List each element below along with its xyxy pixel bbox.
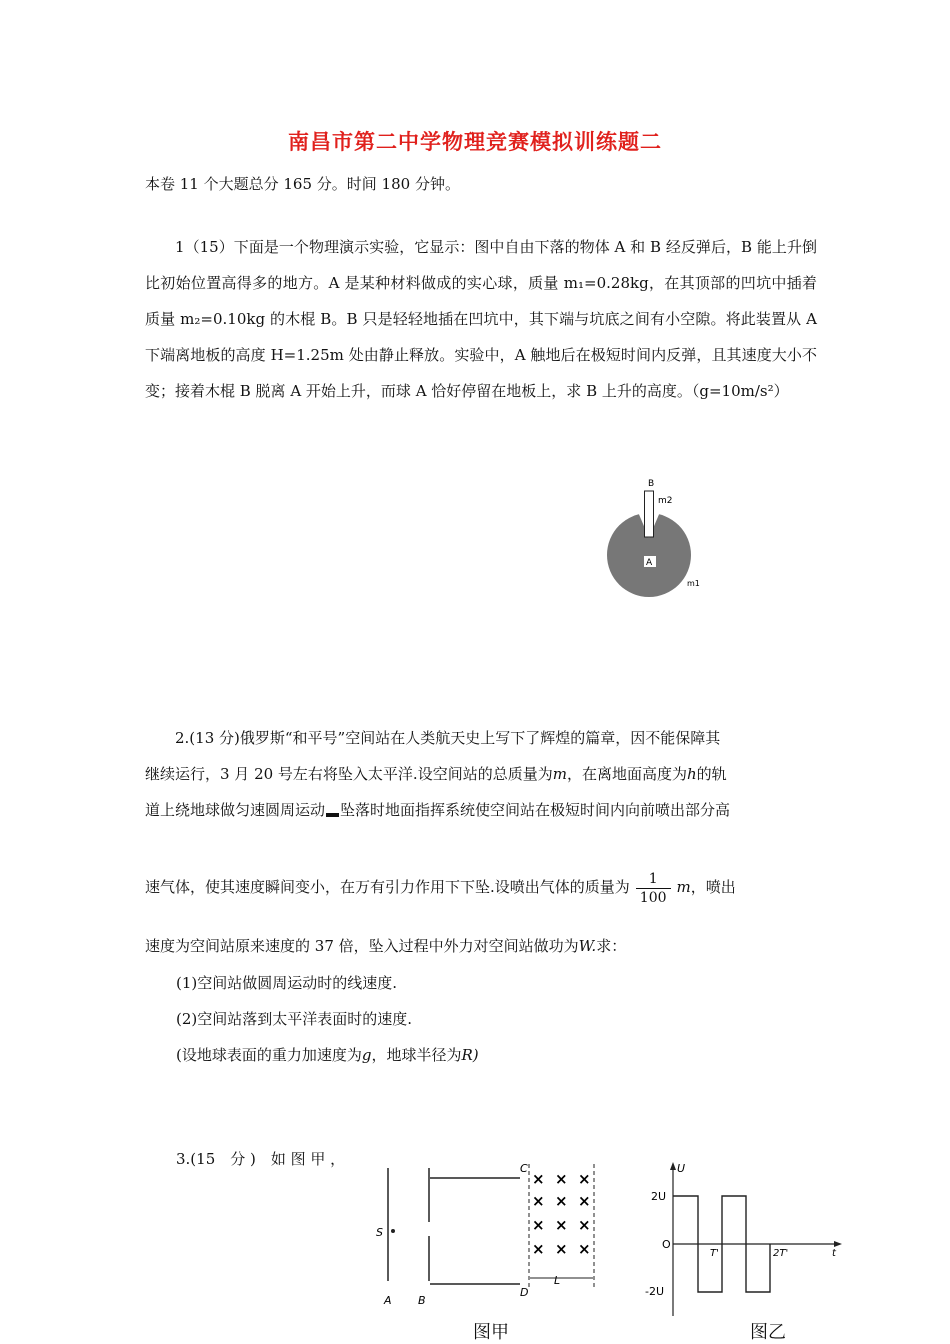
caption-yi: 图乙 [750, 1322, 786, 1343]
label-minus-2u: -2U [645, 1285, 665, 1298]
q2-sub-3: (设地球表面的重力加速度为g，地球半径为R) [176, 1046, 479, 1064]
field-cross: × [532, 1240, 545, 1258]
label-c: C [520, 1162, 528, 1175]
label-u: U [677, 1162, 686, 1175]
u-axis-arrow [670, 1162, 676, 1170]
intro-text: 本卷 11 个大题总分 165 分。时间 180 分钟。 [145, 175, 460, 193]
q2-line-5: 速度为空间站原来速度的 37 倍，坠入过程中外力对空间站做功为W.求： [145, 937, 627, 955]
field-cross: × [532, 1216, 545, 1234]
field-cross: × [578, 1240, 591, 1258]
figure-jia [372, 1156, 622, 1316]
question-3-text: 3.(15 分 ) 如 图 甲 ， [176, 1150, 346, 1168]
fig1-label-a: A [646, 558, 653, 568]
document-title: 南昌市第二中学物理竞赛模拟训练题二 [288, 130, 662, 154]
q2-line-2: 继续运行，3 月 20 号左右将坠入太平洋.设空间站的总质量为m，在离地面高度为h的轨 [145, 765, 727, 783]
label-s: S [376, 1226, 383, 1239]
q2-line-1: 2.(13 分)俄罗斯“和平号”空间站在人类航天史上写下了辉煌的篇章，因不能保障其 [175, 729, 721, 747]
field-cross: × [578, 1170, 591, 1188]
source-s [391, 1229, 395, 1233]
label-2t-prime: 2T' [773, 1248, 789, 1259]
field-cross: × [532, 1192, 545, 1210]
label-t: t [832, 1248, 836, 1259]
figure-yi [640, 1156, 852, 1316]
field-cross: × [578, 1216, 591, 1234]
label-o: O [662, 1238, 671, 1251]
stick-b [645, 491, 654, 537]
question-2-text [145, 720, 815, 828]
fraction-1-over-100: $\frac{1}{100}$ [636, 870, 671, 907]
field-cross: × [555, 1216, 568, 1234]
caption-jia: 图甲 [473, 1322, 509, 1343]
label-a: A [384, 1294, 392, 1307]
q2-line-4: 速气体，使其速度瞬间变小，在万有引力作用下下坠.设喷出气体的质量为 $\frac{1}{100}$ m，喷出 [145, 870, 736, 906]
question-1-text: 1（15）下面是一个物理演示实验，它显示：图中自由下落的物体 A 和 B 经反弹后，B 能上升倒比初始位置高得多的地方。A 是某种材料做成的实心球，质量 m₁=0.28kg，在其顶部的凹坑中插着质量 m₂=0.10kg 的木棍 B。B 只是轻轻地插在凹坑中，其下端与坑底之间有小空隙。将此装置从 A 下端离地板的高度 H=1.25m 处由静止释放。实验中，A 触地后在极短时间内反弹，且其速度大小不变；接着木棍 B 脱离 A 开始上升，而球 A 恰好停留在地板上，求 B 上升的高度。（g=10m/s²） [145, 238, 817, 400]
field-cross: × [555, 1240, 568, 1258]
label-b: B [418, 1294, 426, 1307]
label-d: D [520, 1286, 529, 1299]
q2-sub-2: (2)空间站落到太平洋表面时的速度. [176, 1010, 413, 1028]
redaction-mark [326, 813, 339, 817]
fig1-label-m2: m2 [658, 496, 673, 506]
field-cross: × [555, 1192, 568, 1210]
question-1-figure [600, 472, 710, 602]
fig1-label-m1: m1 [687, 579, 700, 588]
magnetic-field-crosses [532, 1170, 591, 1258]
field-cross: × [532, 1170, 545, 1188]
t-axis-arrow [834, 1241, 842, 1247]
label-l: L [554, 1274, 561, 1287]
fig1-label-b: B [648, 479, 655, 489]
q2-line-3: 道上绕地球做匀速圆周运动 坠落时地面指挥系统使空间站在极短时间内向前喷出部分高 [145, 801, 731, 819]
field-cross: × [578, 1192, 591, 1210]
field-cross: × [555, 1170, 568, 1188]
q2-sub-1: (1)空间站做圆周运动时的线速度. [176, 974, 398, 992]
label-t-prime: T' [710, 1248, 719, 1259]
label-2u: 2U [651, 1190, 667, 1203]
